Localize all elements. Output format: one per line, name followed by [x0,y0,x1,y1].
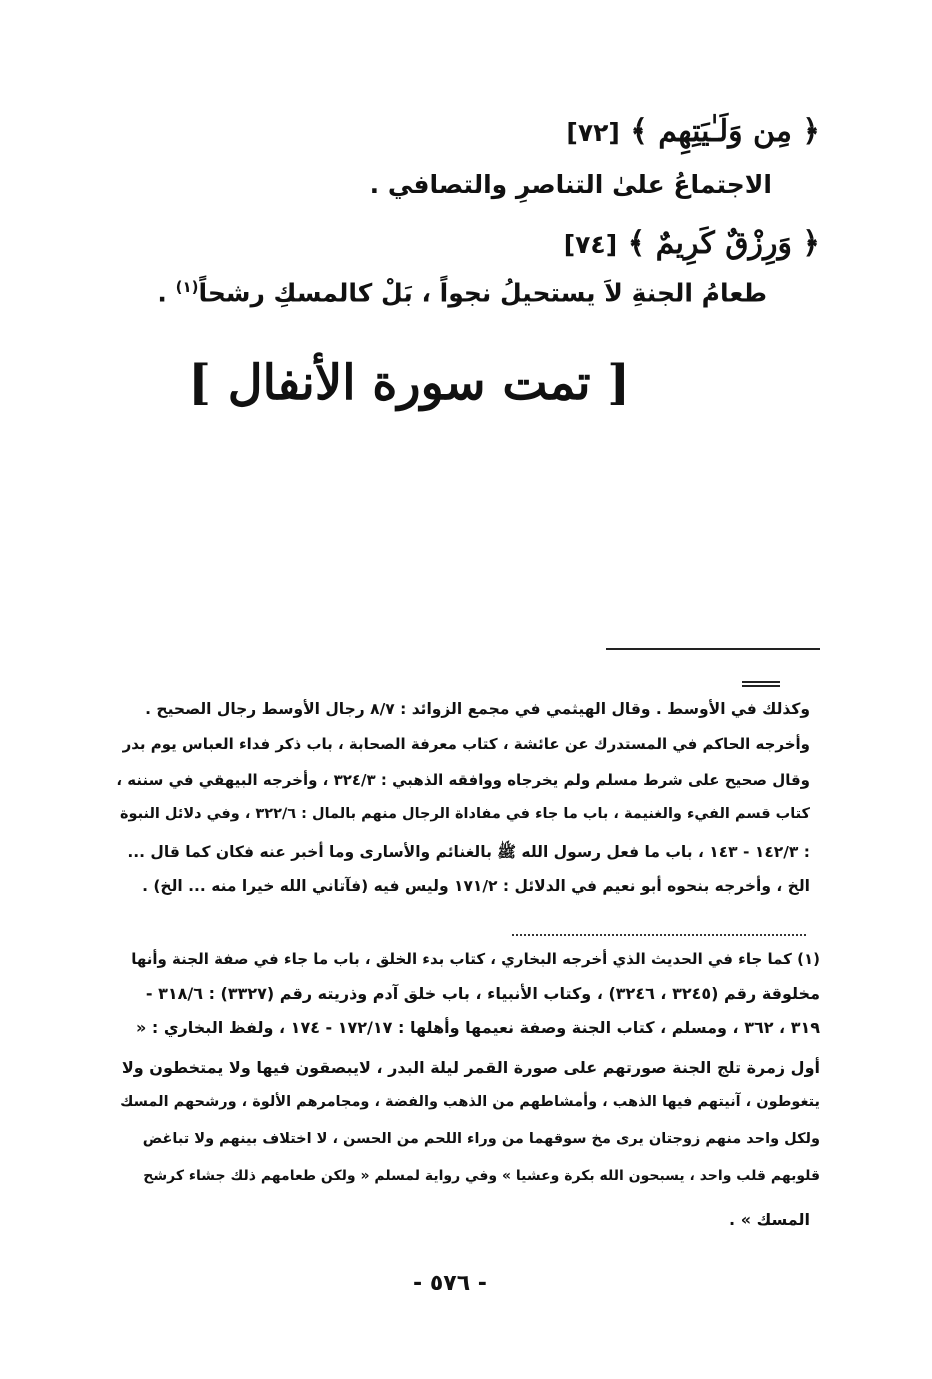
page-number: - ٥٧٦ - [413,1271,487,1296]
footnote-line: (١) كما جاء في الحديث الذي أخرجه البخاري ، كتاب بدء الخلق ، باب ما جاء في صفة الجنة وأنها [131,950,820,968]
gloss-text: الاجتماعُ علىٰ التناصرِ والتصافي . [369,170,772,199]
footnote-line: ٣١٩ ، ٣٦٢ ، ومسلم ، كتاب الجنة وصفة نعيمها وأهلها : ١٧٢/١٧ - ١٧٤ ، ولفظ البخاري : « [135,1018,820,1037]
footnote-line: ولكل واحد منهم زوجتان يرى مخ سوقهما من وراء اللحم من الحسن ، لا اختلاف بينهم ولا تباغض [142,1131,820,1147]
footnote-line: وكذلك في الأوسط . وقال الهيثمي في مجمع الزوائد : ٨/٧ رجال الأوسط رجال الصحيح . [145,700,810,718]
dotted-separator [512,934,806,936]
verse-number: [٧٤] [563,230,618,259]
verse-line-74 [564,226,820,261]
footnote-separator [606,648,820,650]
footnote-ref: (١) [175,278,199,296]
ornate-bracket-close: ﴾ [627,226,646,261]
continuation-mark [742,681,780,687]
footnote-line: المسك » . [729,1210,810,1229]
gloss-text: طعامُ الجنةِ لاَ يستحيلُ نجواً ، بَلْ كالمسكِ رشحاً [198,278,767,308]
footnote-line: الخ ، وأخرجه بنحوه أبو نعيم في الدلائل : ١٧١/٢ وليس فيه (فآتاني الله خيرا منه ... الخ) . [142,877,810,895]
ornate-bracket-open: ﴿ [802,226,820,261]
footnote-line: أول زمرة تلج الجنة صورتهم على صورة القمر ليلة البدر ، لايبصقون فيها ولا يمتخطون ولا [121,1058,820,1077]
gloss-line [370,170,772,199]
verse-text: مِن وَلَـٰيَتِهِم [658,114,792,149]
footnote-line: قلوبهم قلب واحد ، يسبحون الله بكرة وعشيا » وفي رواية لمسلم « ولكن طعامهم ذلك جشاء كرشح [143,1168,820,1184]
ornate-bracket-open: ﴿ [802,114,820,149]
footnote-line: وقال صحيح على شرط مسلم ولم يخرجاه ووافقه الذهبي : ٣٢٤/٣ ، وأخرجه البيهقي في سننه ، [116,771,810,789]
footnote-line: يتغوطون ، آنيتهم فيها الذهب ، وأمشاطهم من الذهب والفضة ، ومجامرهم الألوة ، ورشحهم المسك [120,1094,820,1110]
gloss-end: . [157,278,176,308]
verse-number: [٧٢] [566,118,620,147]
footnote-line: كتاب قسم الفيء والغنيمة ، باب ما جاء في مفاداة الرجال منهم بالمال : ٣٢٢/٦ ، وفي دلائل النبوة [119,806,810,822]
footnote-line: مخلوقة رقم (٣٢٤٥ ، ٣٢٤٦) ، وكتاب الأنبياء ، باب خلق آدم وذريته رقم (٣٣٢٧) : ٣١٨/٦ - [145,984,820,1003]
surah-end-title: [ تمت سورة الأنفال ] [188,355,630,411]
gloss-line [157,278,767,307]
footnote-line: وأخرجه الحاكم في المستدرك عن عائشة ، كتاب معرفة الصحابة ، باب ذكر فداء العباس يوم بدر [122,735,810,753]
verse-line-72 [566,114,820,149]
verse-text: وَرِزْقٌ كَرِيمٌ [655,226,792,261]
ornate-bracket-close: ﴾ [630,114,648,149]
footnote-line: : ١٤٢/٣ - ١٤٣ ، باب ما فعل رسول الله ﷺ بالغنائم والأسارى وما أخبر عنه فكان كما قال ... [127,843,810,861]
